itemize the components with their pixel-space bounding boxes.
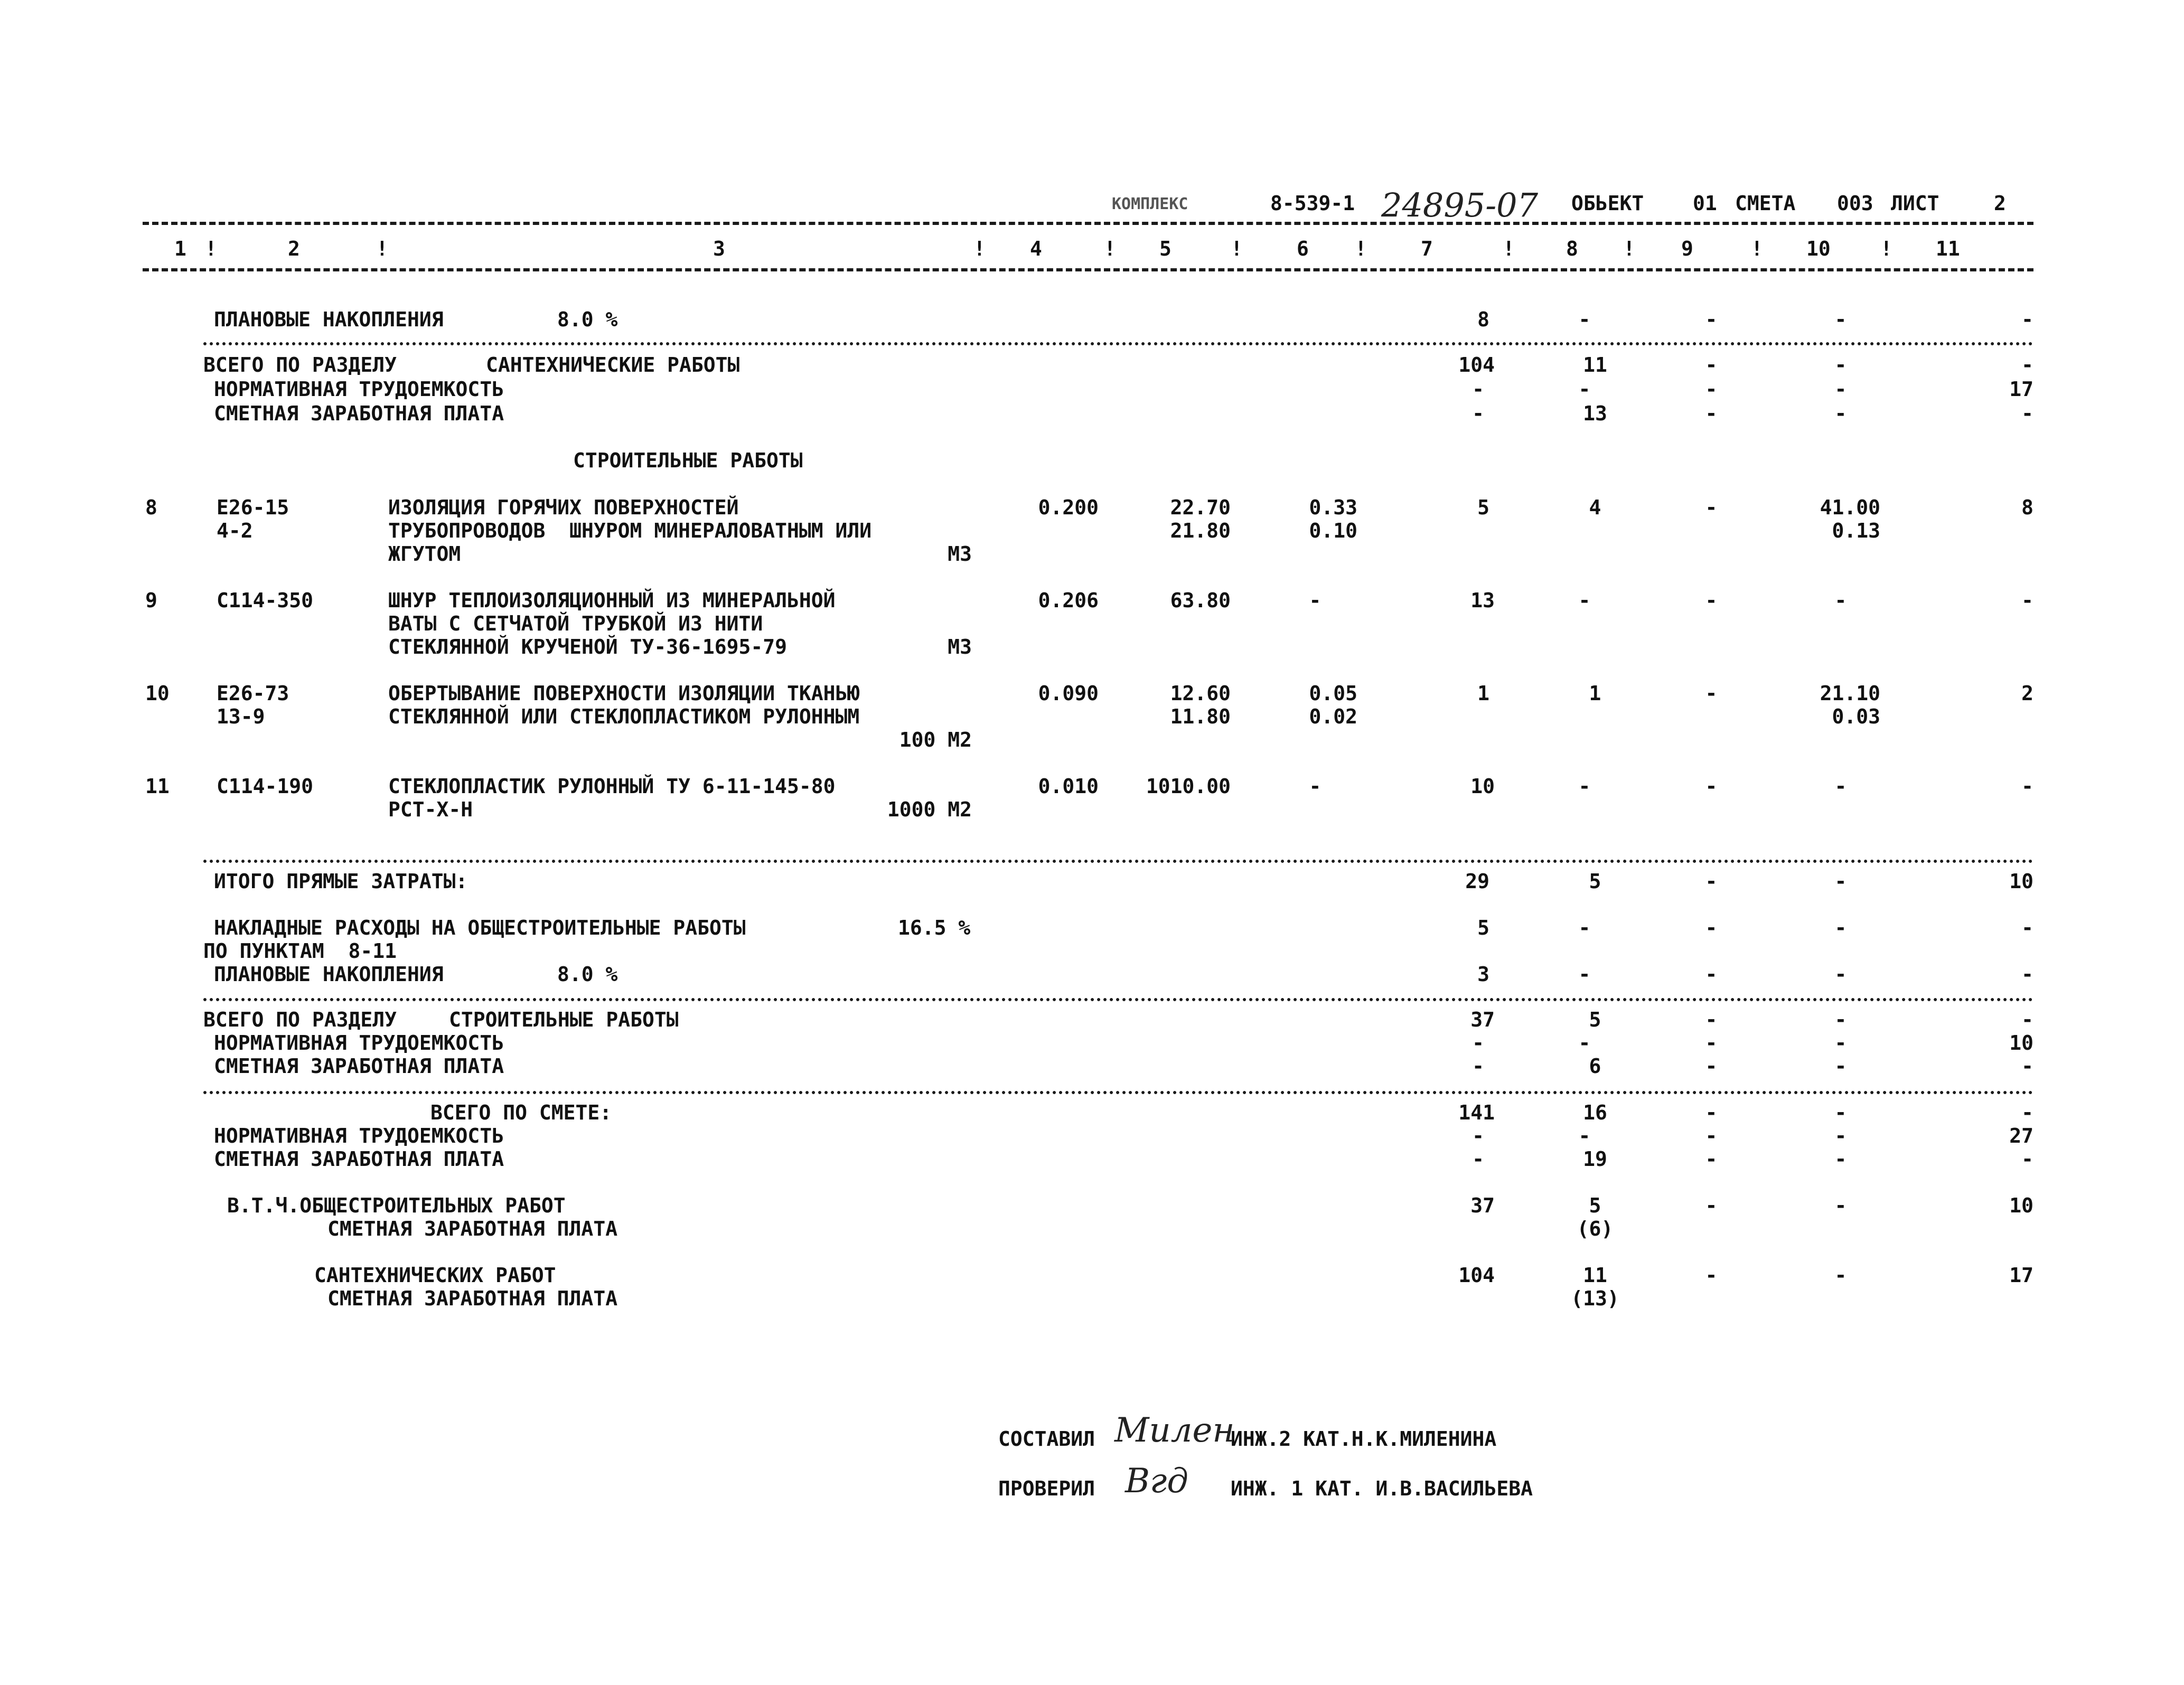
cell-c11: 27 [2009, 1124, 2033, 1147]
cell-c9: - [1705, 378, 1718, 401]
cell-c10: - [1834, 1008, 1847, 1031]
row-label: САНТЕХНИЧЕСКИХ РАБОТ [314, 1264, 556, 1287]
item-quantity: 0.090 [1038, 682, 1099, 705]
cell-c9: - [1705, 870, 1718, 893]
cell-c10: - [1834, 916, 1847, 939]
item-price: 11.80 [1170, 705, 1231, 728]
cell-c11: - [2021, 1055, 2033, 1078]
cell-c10: - [1834, 353, 1847, 376]
compiled-label: СОСТАВИЛ [998, 1427, 1095, 1451]
item-price: 22.70 [1170, 496, 1231, 519]
cell-c8: 5 [1589, 870, 1601, 893]
cell-c11: 17 [2009, 378, 2033, 401]
col-num-11: 11 [1936, 237, 1960, 260]
cell-c10: - [1834, 1264, 1847, 1287]
cell-c7: - [1472, 1147, 1484, 1171]
cell-c7: 5 [1477, 916, 1489, 939]
cell-c11: - [2021, 402, 2033, 425]
cell-c8: 11 [1583, 353, 1607, 376]
item-price: 21.80 [1170, 519, 1231, 542]
item-c10: - [1834, 589, 1847, 612]
row-label: НОРМАТИВНАЯ ТРУДОЕМКОСТЬ [214, 378, 504, 401]
sheet-label: ЛИСТ [1891, 192, 1939, 215]
col-sep: ! [205, 237, 217, 260]
cell-c11: 10 [2009, 870, 2033, 893]
item-description: ИЗОЛЯЦИЯ ГОРЯЧИХ ПОВЕРХНОСТЕЙ [388, 496, 739, 519]
cell-c9: - [1705, 1101, 1718, 1124]
item-code: С114-350 [217, 589, 314, 612]
cell-c8: 11 [1583, 1264, 1607, 1287]
cell-c10: - [1834, 378, 1847, 401]
item-number: 11 [145, 775, 170, 798]
item-description: СТЕКЛОПЛАСТИК РУЛОННЫЙ ТУ 6-11-145-80 [388, 775, 836, 798]
cell-c7: 8 [1477, 308, 1489, 331]
header-top-rule [143, 222, 2033, 225]
row-label: ВСЕГО ПО СМЕТЕ: [430, 1101, 612, 1124]
cell-c9: - [1705, 308, 1718, 331]
col-sep: ! [1880, 237, 1892, 260]
cell-c7: - [1472, 378, 1484, 401]
col-num-8: 8 [1566, 237, 1578, 260]
item-unit: 1000 М2 [887, 798, 972, 821]
item-c6: 0.10 [1309, 519, 1357, 542]
compiled-by-name: ИНЖ.2 КАТ.Н.К.МИЛЕНИНА [1231, 1427, 1497, 1451]
compiled-signature: Милен [1114, 1411, 1235, 1450]
cell-c8: - [1578, 916, 1591, 939]
item-c7: 5 [1477, 496, 1489, 519]
cell-c9: - [1705, 916, 1718, 939]
item-c11: 2 [2021, 682, 2033, 705]
cell-c10: - [1834, 402, 1847, 425]
col-num-10: 10 [1806, 237, 1831, 260]
cell-c8-wage: (13) [1571, 1287, 1619, 1310]
cell-c8: 19 [1583, 1147, 1607, 1171]
cell-c11: - [2021, 1147, 2033, 1171]
cell-c8: 16 [1583, 1101, 1607, 1124]
row-label: ПЛАНОВЫЕ НАКОПЛЕНИЯ [214, 963, 444, 986]
item-c9: - [1705, 682, 1718, 705]
item-c10: - [1834, 775, 1847, 798]
cell-c10: - [1834, 1031, 1847, 1055]
row-sublabel: СМЕТНАЯ ЗАРАБОТНАЯ ПЛАТА [327, 1217, 618, 1240]
item-c6: 0.33 [1309, 496, 1357, 519]
cell-c7: 141 [1458, 1101, 1495, 1124]
item-description: СТЕКЛЯННОЙ ИЛИ СТЕКЛОПЛАСТИКОМ РУЛОННЫМ [388, 705, 860, 728]
col-num-7: 7 [1421, 237, 1433, 260]
item-price: 1010.00 [1146, 775, 1231, 798]
cell-c7: - [1472, 1055, 1484, 1078]
cell-c11: 17 [2009, 1264, 2033, 1287]
cell-c11: - [2021, 1008, 2033, 1031]
cell-c8: - [1578, 1031, 1591, 1055]
item-c8: 4 [1589, 496, 1601, 519]
cell-c11: 10 [2009, 1194, 2033, 1217]
cell-c11: - [2021, 916, 2033, 939]
col-num-5: 5 [1159, 237, 1171, 260]
col-num-6: 6 [1297, 237, 1309, 260]
header-bottom-rule [143, 268, 2033, 271]
cell-c10: - [1834, 308, 1847, 331]
cell-c9: - [1705, 1194, 1718, 1217]
item-c10: 21.10 [1820, 682, 1880, 705]
row-percent: 16.5 % [898, 916, 971, 939]
row-label: В.Т.Ч.ОБЩЕСТРОИТЕЛЬНЫХ РАБОТ [227, 1194, 566, 1217]
col-num-2: 2 [288, 237, 300, 260]
row-section-name: СТРОИТЕЛЬНЫЕ РАБОТЫ [449, 1008, 679, 1031]
row-label: СМЕТНАЯ ЗАРАБОТНАЯ ПЛАТА [214, 1055, 504, 1078]
dotted-divider [203, 1091, 2033, 1094]
cell-c9: - [1705, 1147, 1718, 1171]
cell-c10: - [1834, 1147, 1847, 1171]
row-label: ВСЕГО ПО РАЗДЕЛУ [203, 353, 397, 376]
item-price: 12.60 [1170, 682, 1231, 705]
cell-c7: 104 [1458, 353, 1495, 376]
col-sep: ! [1503, 237, 1515, 260]
cell-c8: - [1578, 378, 1591, 401]
row-section-name: САНТЕХНИЧЕСКИЕ РАБОТЫ [486, 353, 740, 376]
cell-c7: - [1472, 402, 1484, 425]
item-description: СТЕКЛЯННОЙ КРУЧЕНОЙ ТУ-36-1695-79 [388, 635, 787, 658]
checked-signature: Вгд [1125, 1462, 1188, 1501]
item-c6: 0.02 [1309, 705, 1357, 728]
cell-c8: 5 [1589, 1194, 1601, 1217]
kompleks-code: 8-539-1 [1270, 192, 1355, 215]
checked-label: ПРОВЕРИЛ [998, 1477, 1095, 1500]
col-sep: ! [1623, 237, 1635, 260]
item-c6: 0.05 [1309, 682, 1357, 705]
row-label: НАКЛАДНЫЕ РАСХОДЫ НА ОБЩЕСТРОИТЕЛЬНЫЕ РАБОТЫ [214, 916, 746, 939]
col-sep: ! [376, 237, 388, 260]
item-unit: М3 [948, 542, 972, 566]
cell-c8-wage: (6) [1577, 1217, 1614, 1240]
item-number: 10 [145, 682, 170, 705]
smeta-number: 003 [1837, 192, 1873, 215]
item-description: ШНУР ТЕПЛОИЗОЛЯЦИОННЫЙ ИЗ МИНЕРАЛЬНОЙ [388, 589, 836, 612]
cell-c8: - [1578, 1124, 1591, 1147]
col-sep: ! [1751, 237, 1763, 260]
item-code: Е26-73 [217, 682, 289, 705]
item-code: 4-2 [217, 519, 253, 542]
item-c7: 1 [1477, 682, 1489, 705]
cell-c9: - [1705, 402, 1718, 425]
cell-c7: 37 [1470, 1008, 1495, 1031]
col-sep: ! [1231, 237, 1243, 260]
sheet-number: 2 [1994, 192, 2006, 215]
dotted-divider [203, 342, 2033, 345]
col-sep: ! [1104, 237, 1116, 260]
item-price: 63.80 [1170, 589, 1231, 612]
cell-c11: - [2021, 308, 2033, 331]
smeta-label: СМЕТА [1735, 192, 1796, 215]
item-c10: 41.00 [1820, 496, 1880, 519]
dotted-divider [203, 998, 2033, 1001]
col-num-1: 1 [174, 237, 186, 260]
item-quantity: 0.206 [1038, 589, 1099, 612]
item-c11: - [2021, 589, 2033, 612]
item-c9: - [1705, 496, 1718, 519]
row-label: ИТОГО ПРЯМЫЕ ЗАТРАТЫ: [214, 870, 468, 893]
col-num-3: 3 [713, 237, 725, 260]
cell-c10: - [1834, 870, 1847, 893]
col-sep: ! [1355, 237, 1367, 260]
item-c9: - [1705, 589, 1718, 612]
cell-c9: - [1705, 1055, 1718, 1078]
item-description: ЖГУТОМ [388, 542, 461, 566]
row-label: ПЛАНОВЫЕ НАКОПЛЕНИЯ [214, 308, 444, 331]
cell-c7: 104 [1458, 1264, 1495, 1287]
row-label: СМЕТНАЯ ЗАРАБОТНАЯ ПЛАТА [214, 402, 504, 425]
cell-c10: - [1834, 1101, 1847, 1124]
col-sep: ! [973, 237, 986, 260]
object-number: 01 [1693, 192, 1717, 215]
cell-c10: - [1834, 1055, 1847, 1078]
item-description: ТРУБОПРОВОДОВ ШНУРОМ МИНЕРАЛОВАТНЫМ ИЛИ [388, 519, 872, 542]
row-label: ВСЕГО ПО РАЗДЕЛУ [203, 1008, 397, 1031]
cell-c7: 29 [1465, 870, 1489, 893]
item-c6: - [1309, 589, 1321, 612]
cell-c11: - [2021, 963, 2033, 986]
section-title: СТРОИТЕЛЬНЫЕ РАБОТЫ [573, 449, 803, 472]
cell-c8: - [1578, 308, 1591, 331]
cell-c11: - [2021, 1101, 2033, 1124]
row-label: СМЕТНАЯ ЗАРАБОТНАЯ ПЛАТА [214, 1147, 504, 1171]
cell-c9: - [1705, 1264, 1718, 1287]
item-description: РСТ-Х-Н [388, 798, 473, 821]
item-description: ВАТЫ С СЕТЧАТОЙ ТРУБКОЙ ИЗ НИТИ [388, 612, 763, 635]
row-label: НОРМАТИВНАЯ ТРУДОЕМКОСТЬ [214, 1031, 504, 1055]
item-number: 9 [145, 589, 157, 612]
cell-c9: - [1705, 353, 1718, 376]
item-unit: М3 [948, 635, 972, 658]
item-quantity: 0.010 [1038, 775, 1099, 798]
item-code: 13-9 [217, 705, 265, 728]
cell-c9: - [1705, 1124, 1718, 1147]
item-c8: - [1578, 775, 1591, 798]
cell-c10: - [1834, 1124, 1847, 1147]
item-c8: 1 [1589, 682, 1601, 705]
cell-c9: - [1705, 1031, 1718, 1055]
cell-c10: - [1834, 1194, 1847, 1217]
cell-c9: - [1705, 963, 1718, 986]
cell-c8: 13 [1583, 402, 1607, 425]
cell-c8: - [1578, 963, 1591, 986]
item-c7: 10 [1470, 775, 1495, 798]
item-description: ОБЕРТЫВАНИЕ ПОВЕРХНОСТИ ИЗОЛЯЦИИ ТКАНЬЮ [388, 682, 860, 705]
item-c10: 0.03 [1832, 705, 1880, 728]
cell-c7: - [1472, 1124, 1484, 1147]
item-c10: 0.13 [1832, 519, 1880, 542]
cell-c8: 5 [1589, 1008, 1601, 1031]
item-c8: - [1578, 589, 1591, 612]
handwritten-number: 24895-07 [1381, 186, 1539, 224]
cell-c7: - [1472, 1031, 1484, 1055]
dotted-divider [203, 860, 2033, 863]
cell-c9: - [1705, 1008, 1718, 1031]
cell-c10: - [1834, 963, 1847, 986]
col-num-4: 4 [1030, 237, 1042, 260]
cell-c8: 6 [1589, 1055, 1601, 1078]
item-c9: - [1705, 775, 1718, 798]
item-c11: - [2021, 775, 2033, 798]
item-quantity: 0.200 [1038, 496, 1099, 519]
row-percent: 8.0 % [557, 308, 618, 331]
cell-c7: 37 [1470, 1194, 1495, 1217]
cell-c11: - [2021, 353, 2033, 376]
col-num-9: 9 [1681, 237, 1693, 260]
row-label: НОРМАТИВНАЯ ТРУДОЕМКОСТЬ [214, 1124, 504, 1147]
kompleks-label: КОМПЛЕКС [1112, 195, 1188, 213]
item-c11: 8 [2021, 496, 2033, 519]
object-label: ОБЬЕКТ [1571, 192, 1644, 215]
cell-c11: 10 [2009, 1031, 2033, 1055]
row-percent: 8.0 % [557, 963, 618, 986]
item-c6: - [1309, 775, 1321, 798]
checked-by-name: ИНЖ. 1 КАТ. И.В.ВАСИЛЬЕВА [1231, 1477, 1533, 1500]
item-c7: 13 [1470, 589, 1495, 612]
item-number: 8 [145, 496, 157, 519]
row-sublabel: СМЕТНАЯ ЗАРАБОТНАЯ ПЛАТА [327, 1287, 618, 1310]
cell-c7: 3 [1477, 963, 1489, 986]
item-code: Е26-15 [217, 496, 289, 519]
item-unit: 100 М2 [899, 728, 972, 751]
item-code: С114-190 [217, 775, 314, 798]
row-sublabel: ПО ПУНКТАМ 8-11 [203, 939, 397, 963]
